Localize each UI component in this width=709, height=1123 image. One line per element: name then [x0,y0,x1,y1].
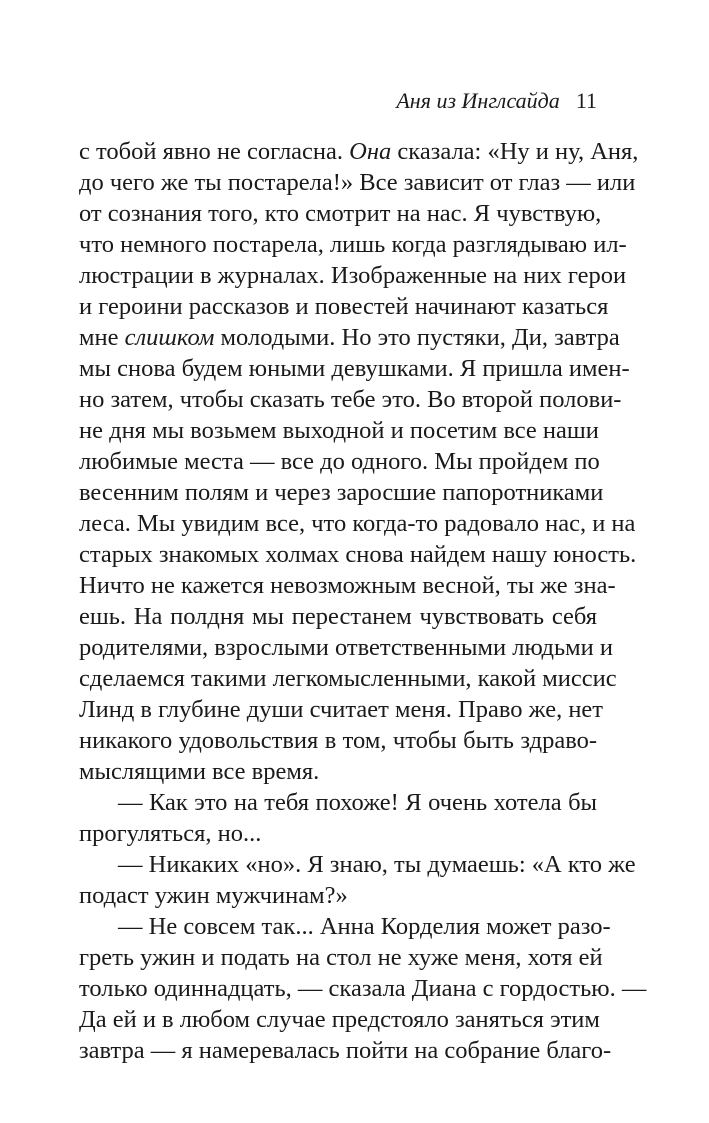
emphasis: слишком [124,324,215,351]
text-line: Ничто не кажется невозможным весной, ты же зна- [79,572,616,599]
text-line: не дня мы возьмем выходной и посетим все наши [79,417,599,444]
text-line: ешь. На полдня мы перестанем чувствовать себя [79,603,597,630]
body-text [79,136,647,1066]
text-line: подаст ужин мужчинам?» [79,882,348,909]
text-line: никакого удовольствия в том, чтобы быть здраво- [79,727,597,754]
text-line: леса. Мы увидим все, что когда-то радовало нас, и на [79,510,636,537]
text-line: — Никаких «но». Я знаю, ты думаешь: «А кто же [118,851,636,878]
emphasis: Она [349,138,392,165]
text-line: завтра — я намеревалась пойти на собрание благо- [79,1037,612,1064]
text-line: родителями, взрослыми ответственными людьми и [79,634,613,661]
text-line: что немного постарела, лишь когда разглядываю ил- [79,231,627,258]
text-line: сделаемся такими легкомысленными, какой миссис [79,665,617,692]
text-line: с тобой явно не согласна. Она сказала: «Ну и ну, Аня, [79,138,639,165]
text-line: — Не совсем так... Анна Корделия может разо- [118,913,611,940]
running-title: Аня из Инглсайда [396,88,560,113]
text-line: любимые места — все до одного. Мы пройдем по [79,448,600,475]
text-line: Да ей и в любом случае предстояло заняться этим [79,1006,600,1033]
text-line: прогуляться, но... [79,820,262,847]
text-line: старых знакомых холмах снова найдем нашу юность. [79,541,637,568]
text-line: весенним полям и через заросшие папоротниками [79,479,604,506]
text-line: только одиннадцать, — сказала Диана с гордостью. — [79,975,647,1002]
text-line: Линд в глубине души считает меня. Право же, нет [79,696,604,723]
text-line: греть ужин и подать на стол не хуже меня, хотя ей [79,944,603,971]
text-line: люстрации в журналах. Изображенные на них герои [79,262,627,289]
text-line: от сознания того, кто смотрит на нас. Я чувствую, [79,200,602,227]
text-line: но затем, чтобы сказать тебе это. Во второй полови- [79,386,622,413]
running-header [79,88,597,114]
text-line: — Как это на тебя похоже! Я очень хотела бы [118,789,597,816]
text-line: мне слишком молодыми. Но это пустяки, Ди, завтра [79,324,620,351]
text-line: мыслящими все время. [79,758,320,785]
text-line: и героини рассказов и повестей начинают казаться [79,293,609,320]
text-line: мы снова будем юными девушками. Я пришла имен- [79,355,630,382]
text-line: до чего же ты постарела!» Все зависит от глаз — или [79,169,636,196]
page-number: 11 [575,88,597,113]
